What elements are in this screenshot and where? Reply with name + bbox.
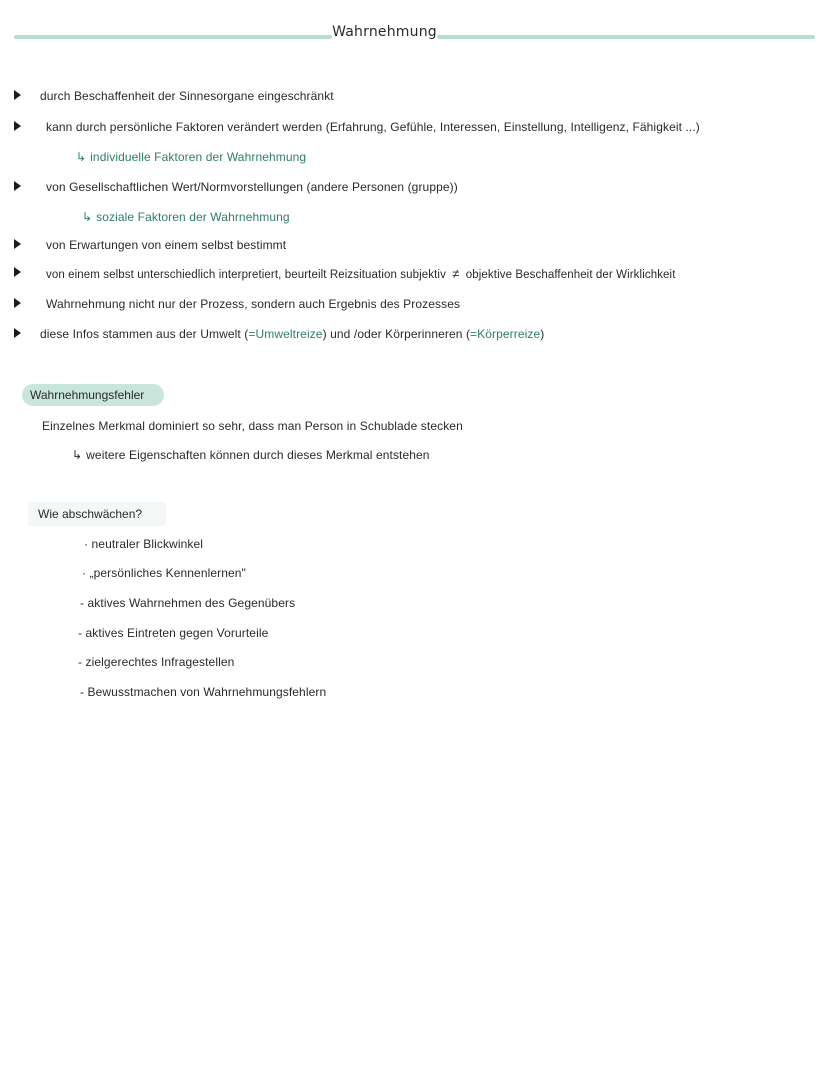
sub-note-2 bbox=[76, 150, 306, 164]
sub-note-text: individuelle Faktoren der Wahrnehmung bbox=[90, 150, 307, 164]
bullet-arrow-icon bbox=[14, 90, 21, 100]
hook-arrow-icon: ↳ bbox=[72, 448, 83, 462]
list-item: · neutraler Blickwinkel bbox=[84, 537, 204, 551]
title-row bbox=[0, 22, 828, 52]
fehler-sub-note bbox=[72, 448, 430, 462]
bullet-text-7 bbox=[40, 327, 544, 341]
bullet-text-7b: ) und /oder Körperinneren ( bbox=[322, 327, 471, 341]
list-item: - aktives Wahrnehmen des Gegenübers bbox=[80, 596, 296, 610]
list-item: · „persönliches Kennenlernen" bbox=[82, 566, 246, 580]
title-rule-right bbox=[437, 35, 815, 39]
green-term-koerperreize: =Körperreize bbox=[470, 327, 541, 341]
bullet-arrow-icon bbox=[14, 328, 21, 338]
bullet-text-6: Wahrnehmung nicht nur der Prozess, sondern auch Ergebnis des Prozesses bbox=[46, 297, 461, 311]
title-rule-left bbox=[14, 35, 332, 39]
bullet-text-4: von Erwartungen von einem selbst bestimmt bbox=[46, 238, 287, 252]
green-term-umweltreize: =Umweltreize bbox=[248, 327, 323, 341]
section-heading-fehler: Wahrnehmungsfehler bbox=[30, 388, 145, 402]
bullet-arrow-icon bbox=[14, 181, 21, 191]
not-equal-icon: ≠ bbox=[452, 266, 460, 281]
bullet-text-3: von Gesellschaftlichen Wert/Normvorstellungen (andere Personen (gruppe)) bbox=[46, 180, 458, 194]
list-item: - Bewusstmachen von Wahrnehmungsfehlern bbox=[80, 685, 327, 699]
bullet-arrow-icon bbox=[14, 121, 21, 131]
fehler-sub-text: weitere Eigenschaften können durch dieses Merkmal entstehen bbox=[86, 448, 430, 462]
bullet-text-1: durch Beschaffenheit der Sinnesorgane eingeschränkt bbox=[40, 89, 334, 103]
section-heading-wie: Wie abschwächen? bbox=[38, 507, 143, 521]
list-item: - zielgerechtes Infragestellen bbox=[78, 655, 235, 669]
page-title: Wahrnehmung bbox=[332, 24, 437, 40]
bullet-arrow-icon bbox=[14, 298, 21, 308]
bullet-text-5 bbox=[46, 266, 676, 281]
bullet-arrow-icon bbox=[14, 239, 21, 249]
bullet-text-7c: ) bbox=[540, 327, 545, 341]
bullet-text-5b: objektive Beschaffenheit der Wirklichkeit bbox=[465, 269, 676, 281]
bullet-text-2: kann durch persönliche Faktoren verändert werden (Erfahrung, Gefühle, Interessen, Einstellung, Intelligenz, Fähigkeit ...) bbox=[46, 120, 700, 134]
fehler-text: Einzelnes Merkmal dominiert so sehr, dass man Person in Schublade stecken bbox=[42, 419, 463, 433]
bullet-arrow-icon bbox=[14, 267, 21, 277]
hook-arrow-icon: ↳ bbox=[82, 210, 93, 224]
sub-note-text: soziale Faktoren der Wahrnehmung bbox=[96, 210, 290, 224]
hook-arrow-icon: ↳ bbox=[76, 150, 87, 164]
bullet-text-7a: diese Infos stammen aus der Umwelt ( bbox=[40, 327, 249, 341]
list-item: - aktives Eintreten gegen Vorurteile bbox=[78, 626, 269, 640]
bullet-text-5a: von einem selbst unterschiedlich interpretiert, beurteilt Reizsituation subjektiv bbox=[46, 269, 446, 281]
sub-note-3 bbox=[82, 210, 290, 224]
